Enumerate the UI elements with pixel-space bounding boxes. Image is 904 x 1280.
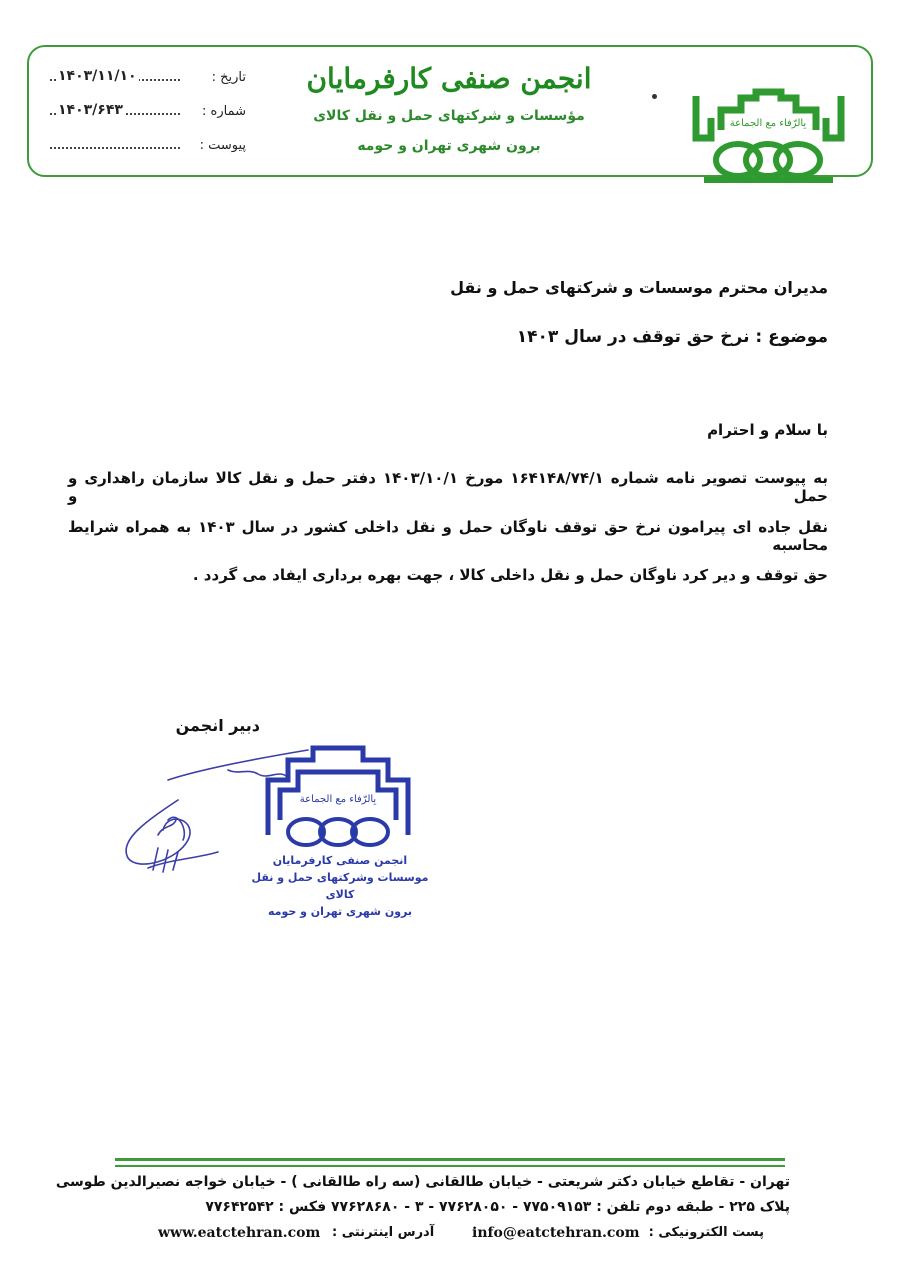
website-label: آدرس اینترنتی :: [332, 1225, 435, 1240]
stamp-line-3: برون شهری تهران و حومه: [267, 905, 413, 918]
greeting-line: با سلام و احترام: [707, 421, 828, 439]
signer-title: دبیر انجمن: [175, 716, 260, 735]
recipient-line: مدیران محترم موسسات و شرکتهای حمل و نقل: [450, 278, 828, 297]
date-label: تاریخ :: [211, 70, 246, 85]
stamp-text: [250, 852, 430, 920]
footer-divider-thick: [115, 1158, 785, 1161]
attachment-dotted-line: [50, 147, 180, 149]
footer-divider-thin: [115, 1165, 785, 1167]
footer-address: تهران - تقاطع خیابان دکتر شریعتی - خیابان طالقانی (سه راه طالقانی ) - خیابان خواجه نصیرالدین طوسی: [55, 1174, 790, 1190]
subject-line: موضوع : نرخ حق توقف در سال ۱۴۰۳: [516, 327, 828, 347]
email-link[interactable]: info@eatctehran.com: [472, 1225, 640, 1241]
website-link[interactable]: www.eatctehran.com: [158, 1225, 321, 1241]
attachment-label: پیوست :: [199, 138, 246, 153]
date-field: [50, 70, 246, 90]
stamp-line-1: انجمن صنفی کارفرمایان: [272, 854, 408, 867]
footer-contact: پلاک ۲۲۵ - طبقه دوم تلفن : ۷۷۵۰۹۱۵۳ - ۷۷۶۲۸۰۵۰ - ۳ - ۷۷۶۲۸۶۸۰ فکس : ۷۷۶۴۲۵۴۲: [205, 1199, 790, 1215]
number-field: [50, 104, 246, 124]
number-value: ۱۴۰۳/۶۴۳: [58, 102, 123, 118]
email-label: پست الکترونیکی :: [648, 1225, 764, 1240]
organization-region: برون شهری تهران و حومه: [357, 138, 541, 154]
date-value: ۱۴۰۳/۱۱/۱۰: [58, 68, 137, 84]
logo-caption: بِالرّفاء مع الجماعة: [729, 118, 807, 129]
body-line-3: حق توقف و دیر کرد ناوگان حمل و نقل داخلی کالا ، جهت بهره برداری ایفاد می گردد .: [192, 566, 828, 584]
stamp-line-2: موسسات وشرکتهای حمل و نقل کالای: [251, 871, 429, 901]
body-line-1: به پیوست تصویر نامه شماره ۱۶۴۱۴۸/۷۴/۱ مورخ ۱۴۰۳/۱۰/۱ دفتر حمل و نقل کالا سازمان راهداری و حمل و: [68, 469, 828, 505]
attachment-field: [50, 138, 246, 158]
header-dot-mark: [652, 94, 657, 99]
organization-title: انجمن صنفی کارفرمایان: [306, 62, 592, 95]
organization-subtitle: مؤسسات و شرکتهای حمل و نقل کالای: [313, 108, 585, 124]
footer-online: [100, 1225, 790, 1245]
association-logo-icon: [686, 88, 851, 188]
number-label: شماره :: [202, 104, 246, 119]
stamp-caption: بِالرّفاء مع الجماعة: [299, 794, 377, 805]
body-line-2: نقل جاده ای پیرامون نرخ حق توقف ناوگان حمل و نقل داخلی کشور در سال ۱۴۰۳ به همراه شرایط محاسبه: [68, 518, 828, 554]
